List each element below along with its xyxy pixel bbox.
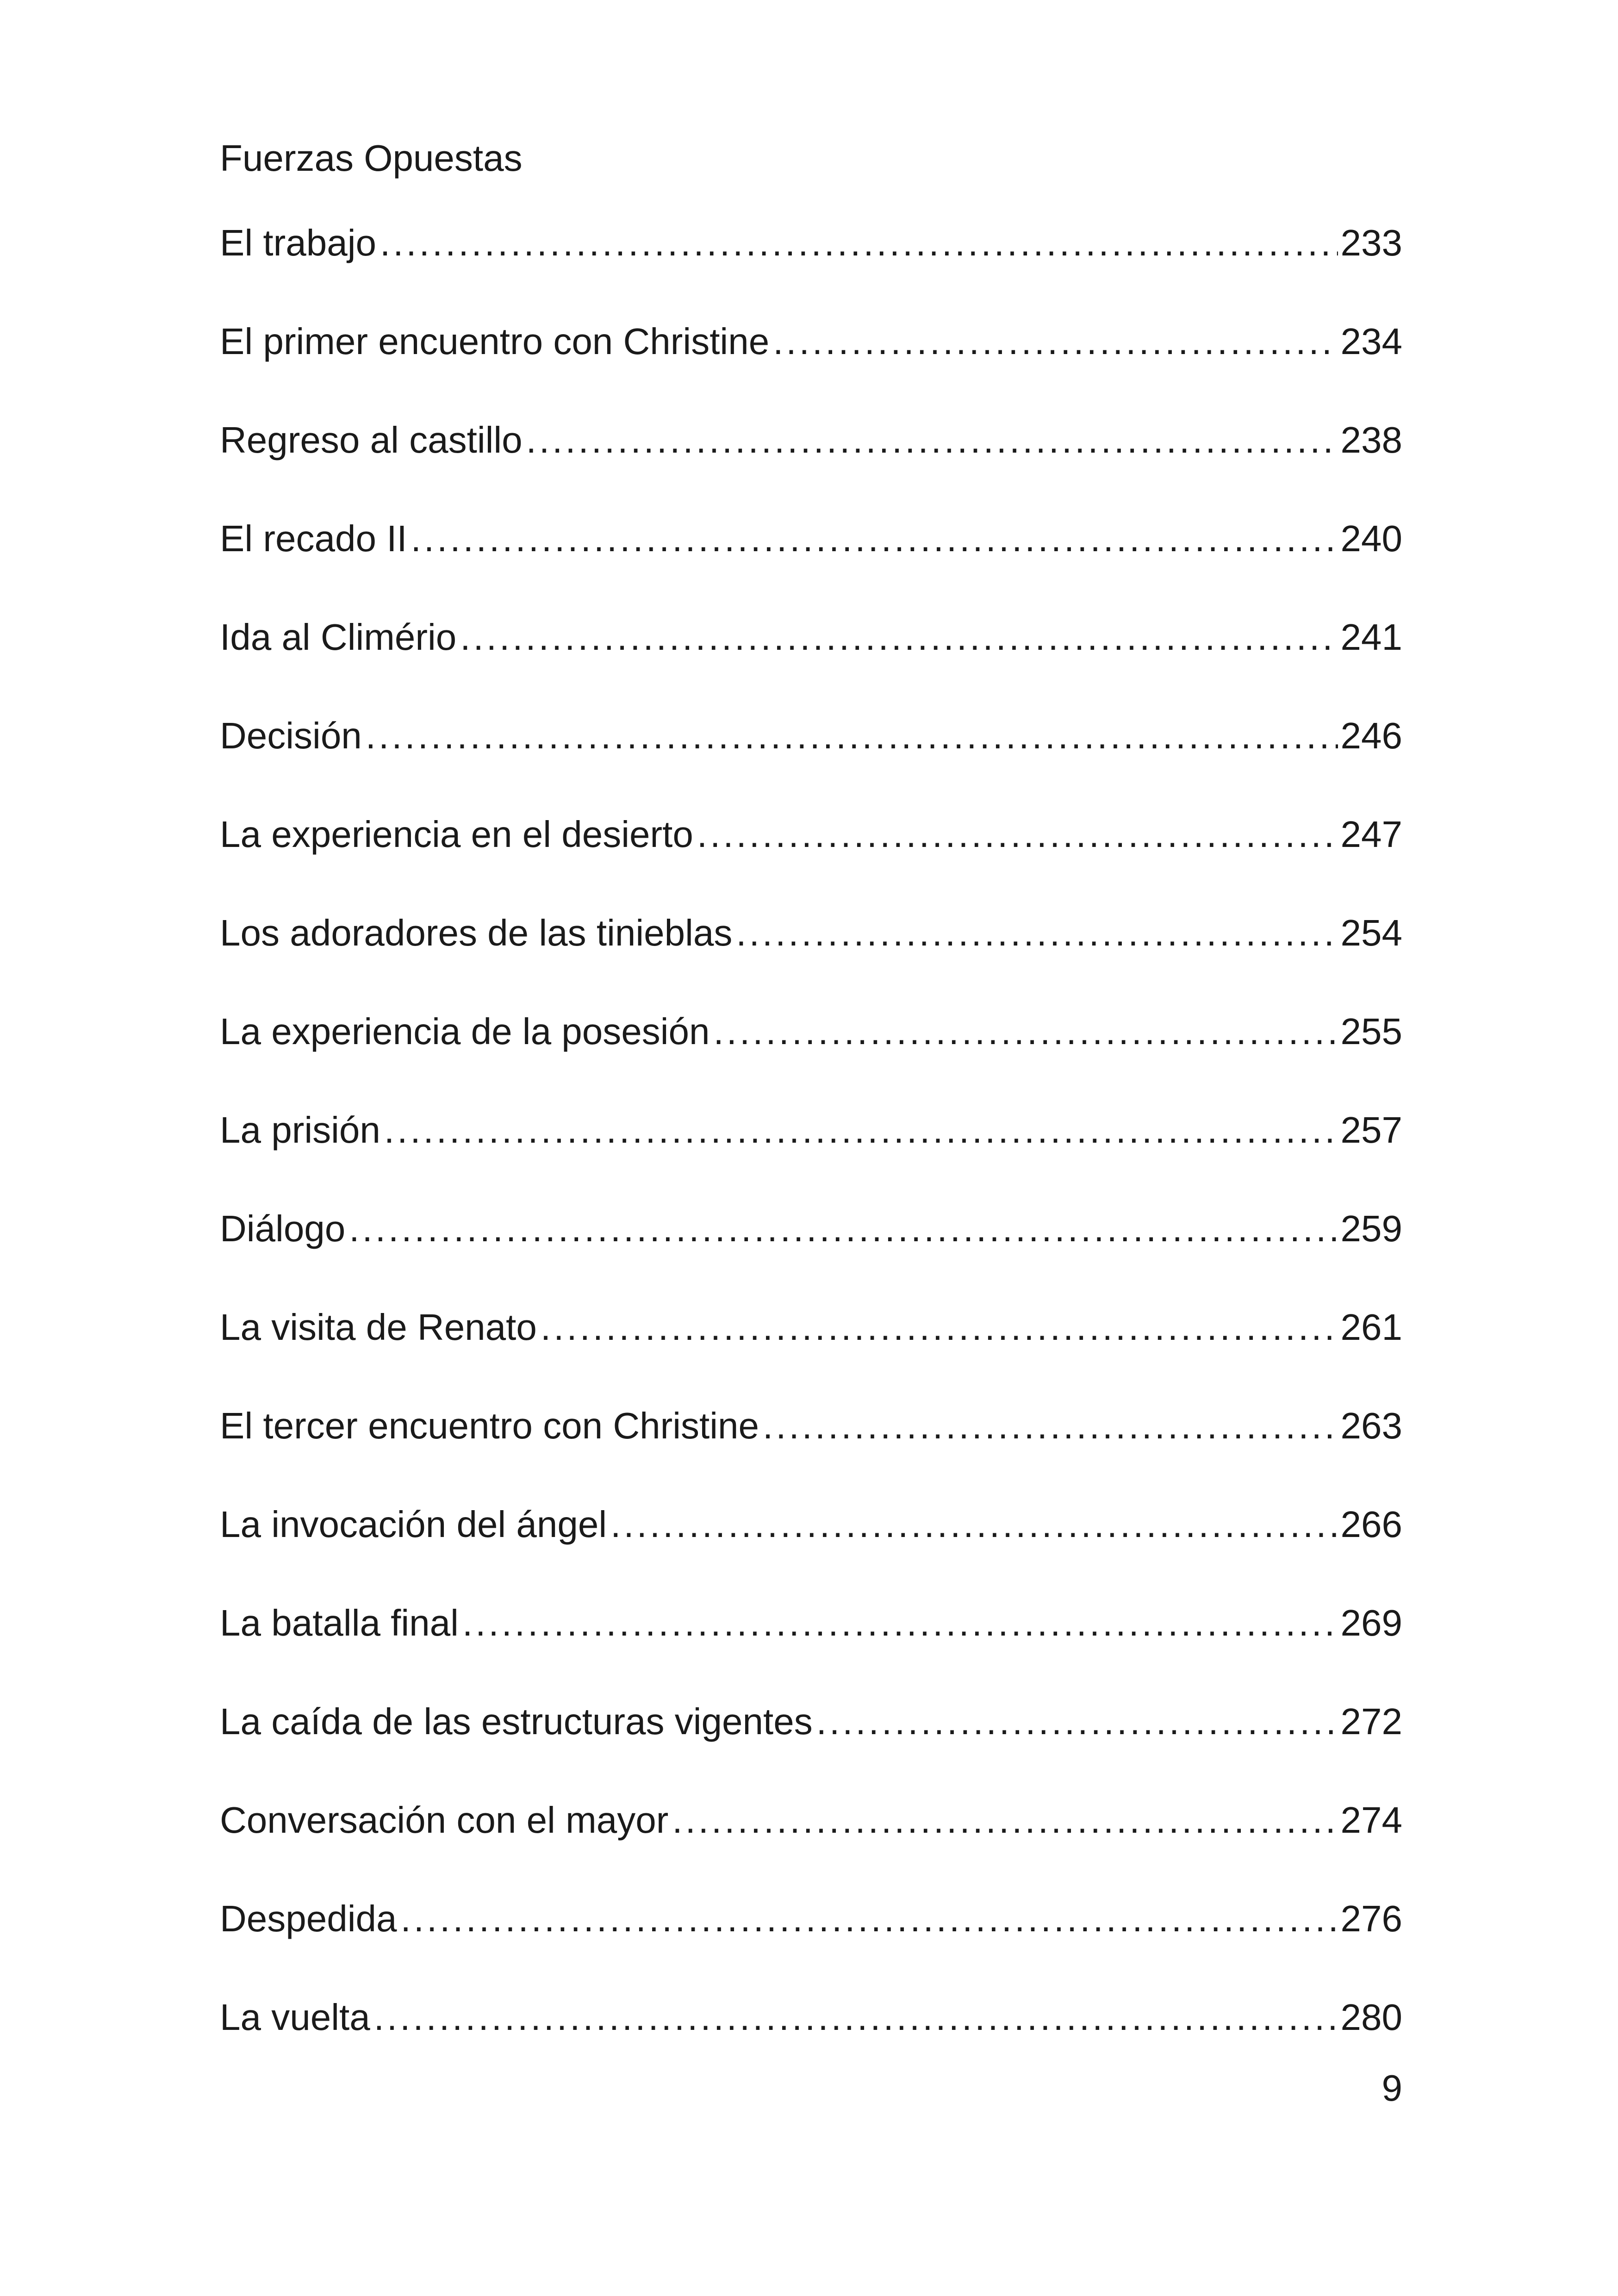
dot-leader [610,1501,1338,1548]
toc-entry-title: La vuelta [220,1997,370,2038]
toc-entry-page: 274 [1340,1799,1402,1841]
toc-entry-title: Los adoradores de las tinieblas [220,912,733,953]
toc-entry-page: 276 [1340,1898,1402,1939]
toc-entry[interactable] [220,318,1402,417]
dot-leader [736,910,1338,956]
toc-entry-title: Despedida [220,1898,397,1939]
toc-entry-title: Diálogo [220,1208,346,1249]
toc-entry[interactable] [220,516,1402,614]
toc-entry-title: La experiencia en el desierto [220,814,693,855]
toc-entry[interactable] [220,1304,1402,1403]
toc-entry-page: 280 [1340,1997,1402,2038]
toc-entry[interactable] [220,1403,1402,1501]
toc-entry-page: 263 [1340,1405,1402,1446]
toc-entry[interactable] [220,1107,1402,1206]
toc-entry[interactable] [220,1206,1402,1304]
dot-leader [401,1896,1338,1942]
toc-entry-page: 255 [1340,1011,1402,1052]
toc-entry[interactable] [220,1699,1402,1797]
toc-entry[interactable] [220,713,1402,811]
dot-leader [697,811,1338,858]
toc-entry-page: 272 [1340,1701,1402,1742]
toc-entry-page: 254 [1340,912,1402,953]
toc-entry-title: La invocación del ángel [220,1504,607,1545]
dot-leader [374,1994,1338,2041]
toc-entry[interactable] [220,910,1402,1008]
toc-entry[interactable] [220,614,1402,713]
page-number: 9 [1382,2067,1402,2109]
toc-entry-page: 257 [1340,1109,1402,1151]
toc-entry-title: El trabajo [220,222,376,263]
toc-entry-title: Decisión [220,715,362,756]
toc-entry-page: 240 [1340,518,1402,559]
dot-leader [714,1008,1338,1055]
toc-entry[interactable] [220,1600,1402,1699]
toc-entry-title: La caída de las estructuras vigentes [220,1701,813,1742]
toc-entry-page: 233 [1340,222,1402,263]
toc-entry-title: La visita de Renato [220,1307,537,1348]
toc-entry-title: La prisión [220,1109,380,1151]
toc-entry[interactable] [220,417,1402,516]
dot-leader [384,1107,1338,1153]
toc-entry[interactable] [220,1994,1402,2093]
toc-entry-page: 234 [1340,321,1402,362]
dot-leader [411,516,1338,562]
dot-leader [773,318,1338,365]
toc-entry-title: La batalla final [220,1602,459,1643]
toc-entry[interactable] [220,1008,1402,1107]
toc-entry-page: 269 [1340,1602,1402,1643]
toc-entry-page: 261 [1340,1307,1402,1348]
toc-entry-page: 238 [1340,419,1402,460]
toc-entry-title: La experiencia de la posesión [220,1011,710,1052]
dot-leader [672,1797,1338,1843]
toc-entry[interactable] [220,1501,1402,1600]
toc-entry-page: 241 [1340,616,1402,658]
toc-entry-page: 247 [1340,814,1402,855]
toc-entry-title: Conversación con el mayor [220,1799,669,1841]
dot-leader [816,1699,1338,1745]
toc-entry-title: El primer encuentro con Christine [220,321,770,362]
dot-leader [541,1304,1338,1350]
section-heading: Fuerzas Opuestas [220,137,523,179]
toc-entry-title: El tercer encuentro con Christine [220,1405,759,1446]
toc-entry[interactable] [220,1797,1402,1896]
toc-entry[interactable] [220,1896,1402,1994]
toc-entry[interactable] [220,811,1402,910]
dot-leader [366,713,1338,759]
dot-leader [349,1206,1338,1252]
toc-entry-title: El recado II [220,518,407,559]
toc-entry-page: 259 [1340,1208,1402,1249]
toc-entry-title: Regreso al castillo [220,419,523,460]
dot-leader [763,1403,1338,1449]
table-of-contents [220,220,1402,2093]
toc-entry-page: 266 [1340,1504,1402,1545]
toc-entry-title: Ida al Climério [220,616,457,658]
dot-leader [380,220,1338,266]
dot-leader [460,614,1338,660]
dot-leader [462,1600,1338,1646]
toc-entry[interactable] [220,220,1402,318]
toc-entry-page: 246 [1340,715,1402,756]
dot-leader [526,417,1338,463]
